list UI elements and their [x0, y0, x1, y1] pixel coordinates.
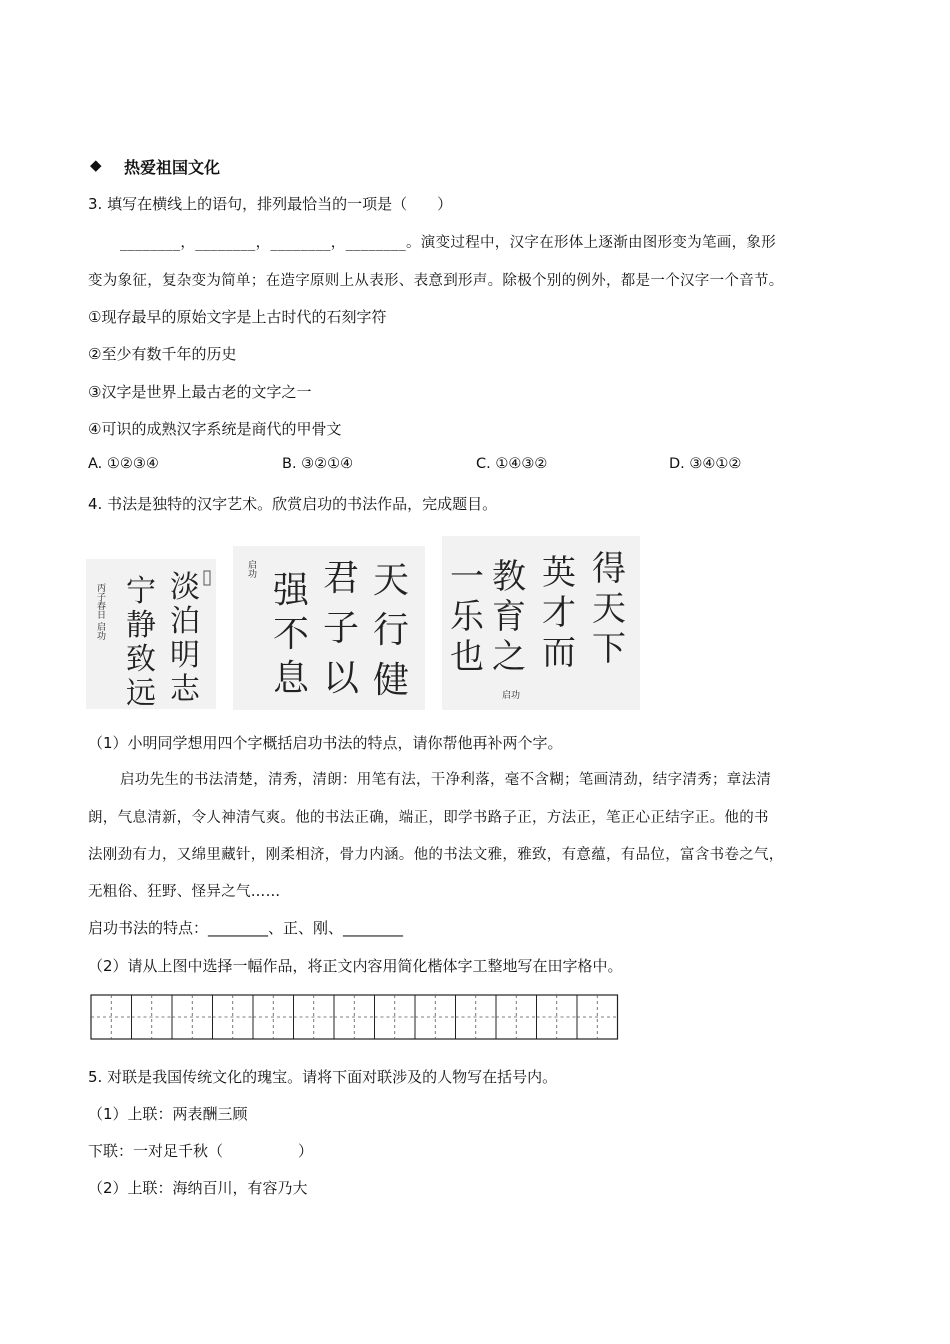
calligraphy-char: 英 [542, 553, 576, 593]
calligraphy-char: 强 [273, 570, 310, 611]
calligraphy-char: 明 [170, 638, 200, 673]
q5-sub2-upper: （2）上联：海纳百川，有容乃大 [88, 1179, 308, 1197]
q4-passage-line-3: 法刚劲有力，又绵里藏针，刚柔相济，骨力内涵。他的书法文雅，雅致，有意蕴，有品位，富含书卷之气， [88, 847, 784, 863]
q3-stem: 3. 填写在横线上的语句，排列最恰当的一项是（ ） [88, 195, 453, 213]
calligraphy-char: 淡 [170, 570, 200, 605]
calligraphy-char: 不 [273, 614, 310, 655]
q4-passage-line-4: 无粗俗、狂野、怪异之气…… [88, 884, 281, 900]
calligraphy-char: 行 [373, 610, 410, 651]
calligraphy-char: 静 [126, 608, 156, 643]
q4-stem: 4. 书法是独特的汉字艺术。欣赏启功的书法作品，完成题目。 [88, 495, 498, 513]
q3-item-3: ③汉字是世界上最古老的文字之一 [88, 383, 312, 401]
calligraphy-char: 乐 [450, 597, 484, 637]
calligraphy-1-col-right [170, 570, 201, 707]
q3-option-c: C. ①④③② [476, 456, 548, 472]
calligraphy-char: 宁 [126, 574, 156, 609]
q3-item-4: ④可识的成熟汉字系统是商代的甲骨文 [88, 420, 342, 438]
q4-passage-line-2: 朗，气息清新，令人神清气爽。他的书法正确，端正，即学书路子正，方法正，笔正心正结字正。他的书 [88, 810, 769, 826]
calligraphy-image-2 [233, 546, 425, 710]
calligraphy-char: 君 [323, 558, 360, 599]
diamond-icon: ◆ [90, 156, 102, 174]
tianzige-grid[interactable] [90, 994, 622, 1040]
calligraphy-char: 育 [492, 597, 526, 637]
calligraphy-image-1 [86, 559, 216, 709]
q5-sub1-lower: 下联：一对足千秋（ ） [88, 1142, 314, 1160]
calligraphy-char: 天 [592, 589, 626, 629]
calligraphy-char: 一 [450, 557, 484, 597]
calligraphy-char: 下 [592, 629, 626, 669]
q4-passage-line-1: 启功先生的书法清楚，清秀，清朗：用笔有法，干净利落，毫不含糊；笔画清劲，结字清秀；章法清 [120, 772, 772, 788]
q3-item-1: ①现存最早的原始文字是上古时代的石刻字符 [88, 308, 387, 326]
calligraphy-char: 天 [373, 560, 410, 601]
q3-item-2: ②至少有数千年的历史 [88, 345, 237, 363]
calligraphy-inscription: 启功 [246, 560, 256, 578]
calligraphy-char: 健 [373, 660, 410, 701]
q4-sub2-stem: （2）请从上图中选择一幅作品，将正文内容用简化楷体字工整地写在田字格中。 [88, 957, 623, 975]
calligraphy-1-col-left [126, 574, 156, 709]
calligraphy-char: 才 [542, 593, 576, 633]
calligraphy-char: 得 [592, 549, 626, 589]
calligraphy-char: 教 [492, 557, 526, 597]
q4-sub1-answer-line: 启功书法的特点：________、正、刚、________ [88, 919, 404, 937]
calligraphy-char: 志 [170, 672, 200, 707]
calligraphy-char: 息 [273, 658, 310, 699]
calligraphy-char: 远 [126, 676, 156, 709]
q3-passage-line-2: 变为象征，复杂变为简单；在造字原则上从表形、表意到形声。除极个别的例外，都是一个汉字一个音节。 [88, 273, 784, 289]
q3-option-b: B. ③②①④ [282, 456, 354, 472]
calligraphy-inscription: 启功 [502, 691, 521, 701]
q5-sub1-upper: （1）上联：两表酬三顾 [88, 1105, 248, 1123]
q3-option-a: A. ①②③④ [88, 456, 159, 472]
calligraphy-char: 泊 [170, 604, 200, 639]
calligraphy-char: 子 [323, 608, 360, 649]
calligraphy-char: 致 [126, 642, 156, 677]
section-title: 热爱祖国文化 [124, 158, 221, 177]
calligraphy-char: 之 [492, 637, 526, 677]
calligraphy-char: 而 [542, 633, 576, 673]
q4-sub1-stem: （1）小明同学想用四个字概括启功书法的特点，请你帮他再补两个字。 [88, 734, 563, 752]
calligraphy-char: 也 [450, 637, 484, 677]
calligraphy-image-3 [442, 536, 640, 710]
calligraphy-char: 以 [323, 658, 360, 699]
calligraphy-inscription: 丙子春日 启功 [95, 583, 105, 640]
q3-passage-line-1: ________，________，________，________。演变过程中，汉字在形体上逐渐由图形变为笔画，象形 [120, 235, 776, 251]
q5-stem: 5. 对联是我国传统文化的瑰宝。请将下面对联涉及的人物写在括号内。 [88, 1068, 558, 1086]
q3-option-d: D. ③④①② [669, 456, 742, 472]
